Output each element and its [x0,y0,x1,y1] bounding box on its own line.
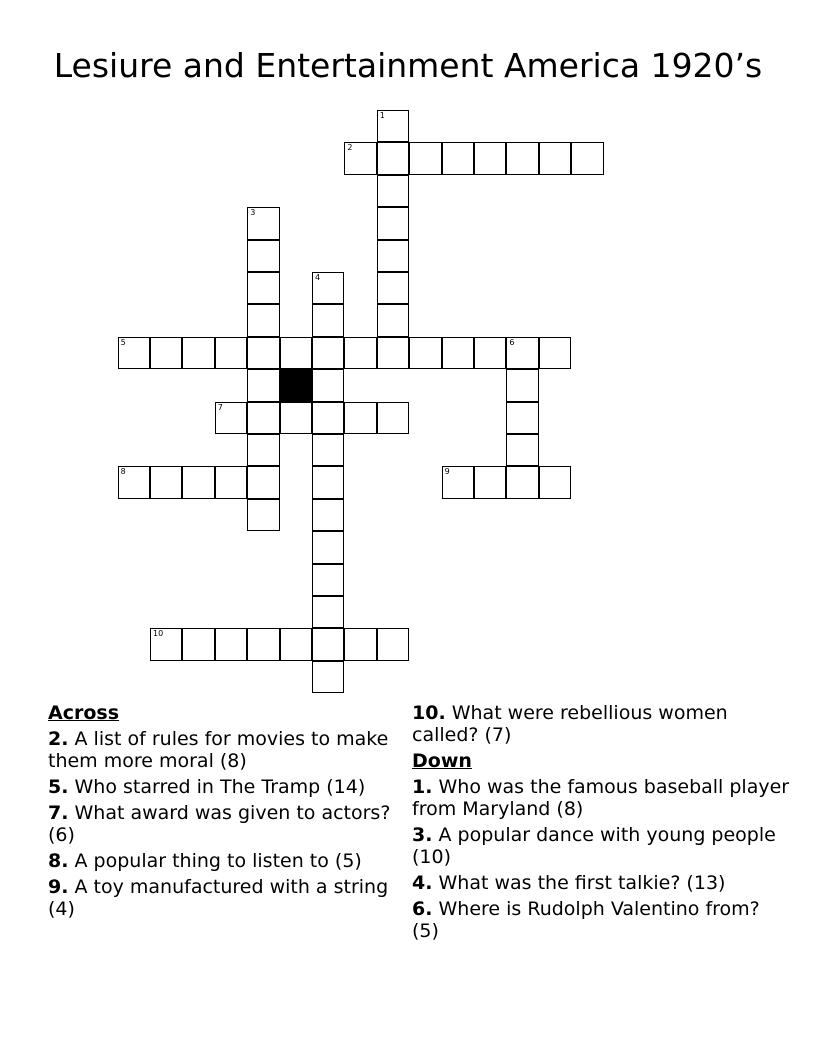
grid-cell[interactable] [118,466,150,498]
cell-number: 6 [509,337,515,347]
grid-cell[interactable] [539,337,571,369]
grid-cell[interactable] [247,304,279,336]
clue-down-3: 3. A popular dance with young people (10) [412,824,776,868]
cell-number: 7 [217,402,223,412]
grid-cell[interactable] [377,304,409,336]
black-square [280,369,312,401]
clue-down-4: 4. What was the first talkie? (13) [412,872,726,894]
clue-across-8: 8. A popular thing to listen to (5) [48,850,362,872]
grid-cell[interactable] [247,434,279,466]
grid-cell[interactable] [377,402,409,434]
grid-cell[interactable] [312,661,344,693]
grid-cell[interactable] [377,207,409,239]
grid-cell[interactable] [247,337,279,369]
grid-cell[interactable] [377,110,409,142]
grid-cell[interactable] [539,466,571,498]
cell-number: 2 [347,143,353,153]
grid-cell[interactable] [344,142,376,174]
grid-cell[interactable] [377,142,409,174]
grid-cell[interactable] [377,240,409,272]
grid-cell[interactable] [506,402,538,434]
grid-cell[interactable] [312,304,344,336]
grid-cell[interactable] [506,337,538,369]
grid-cell[interactable] [280,402,312,434]
grid-cell[interactable] [280,337,312,369]
grid-cell[interactable] [312,402,344,434]
grid-cell[interactable] [506,369,538,401]
grid-cell[interactable] [118,337,150,369]
cell-number: 10 [153,629,164,639]
across-heading: Across [48,702,120,724]
clue-down-6: 6. Where is Rudolph Valentino from? (5) [412,898,760,942]
grid-cell[interactable] [247,369,279,401]
grid-cell[interactable] [539,142,571,174]
grid-cell[interactable] [312,596,344,628]
cell-number: 5 [120,337,126,347]
grid-cell[interactable] [312,628,344,660]
clue-across-5: 5. Who starred in The Tramp (14) [48,776,366,798]
grid-cell[interactable] [344,402,376,434]
cell-number: 4 [315,273,321,282]
grid-cell[interactable] [150,337,182,369]
grid-cell[interactable] [506,466,538,498]
cell-number: 3 [250,208,256,218]
cell-number: 1 [379,111,385,120]
cell-number: 9 [444,467,450,477]
clue-across-9: 9. A toy manufactured with a string (4) [48,876,389,920]
grid-cell[interactable] [247,240,279,272]
clue-across-10: 10. What were rebellious women called? (7) [412,702,728,746]
grid-cell[interactable] [312,369,344,401]
grid-cell[interactable] [344,628,376,660]
grid-cell[interactable] [182,466,214,498]
clue-across-2: 2. A list of rules for movies to make them more moral (8) [48,728,389,772]
grid-cell[interactable] [312,434,344,466]
grid-cell[interactable] [280,628,312,660]
grid-cell[interactable] [247,466,279,498]
page-title: Lesiure and Entertainment America 1920’s [53,46,763,85]
grid-cell[interactable] [474,466,506,498]
grid-cell[interactable] [247,402,279,434]
grid-cell[interactable] [182,337,214,369]
grid-cell[interactable] [150,628,182,660]
grid-cell[interactable] [247,272,279,304]
grid-cell[interactable] [442,337,474,369]
grid-cell[interactable] [247,628,279,660]
grid-cell[interactable] [506,142,538,174]
grid-cell[interactable] [377,272,409,304]
grid-cell[interactable] [474,142,506,174]
grid-cell[interactable] [506,434,538,466]
grid-cell[interactable] [571,142,603,174]
grid-cell[interactable] [215,337,247,369]
grid-cell[interactable] [312,337,344,369]
grid-cell[interactable] [312,499,344,531]
grid-cell[interactable] [377,337,409,369]
grid-cell[interactable] [409,142,441,174]
grid-cell[interactable] [215,628,247,660]
grid-cell[interactable] [409,337,441,369]
grid-cell[interactable] [215,402,247,434]
clues-column-right [412,702,792,946]
grid-cell[interactable] [312,466,344,498]
down-heading: Down [412,750,472,772]
grid-cell[interactable] [247,499,279,531]
grid-cell[interactable] [442,142,474,174]
grid-cell[interactable] [344,337,376,369]
grid-cell[interactable] [377,175,409,207]
grid-cell[interactable] [312,564,344,596]
grid-cell[interactable] [150,466,182,498]
clue-across-7: 7. What award was given to actors? (6) [48,802,391,846]
cell-number: 8 [120,467,126,477]
grid-cell[interactable] [474,337,506,369]
grid-cell[interactable] [377,628,409,660]
clue-down-1: 1. Who was the famous baseball player from Maryland (8) [412,776,790,820]
grid-cell[interactable] [247,207,279,239]
grid-cell[interactable] [182,628,214,660]
grid-cell[interactable] [312,272,344,304]
grid-cell[interactable] [312,531,344,563]
grid-cell[interactable] [215,466,247,498]
grid-cell[interactable] [442,466,474,498]
clues-column-left [48,702,396,924]
